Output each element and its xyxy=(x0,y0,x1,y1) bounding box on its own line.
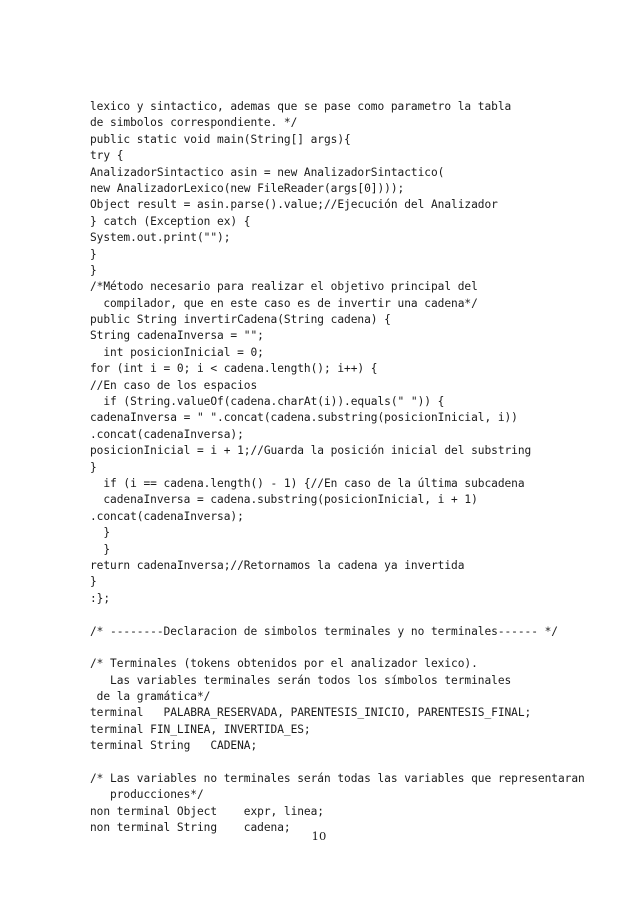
code-line: terminal PALABRA_RESERVADA, PARENTESIS_INICIO, PARENTESIS_FINAL; xyxy=(90,706,532,720)
code-line xyxy=(90,607,610,623)
code-line: de simbolos correspondiente. */ xyxy=(90,116,298,130)
code-line: if (i == cadena.length() - 1) {//En caso de la última subcadena xyxy=(90,476,525,490)
code-line: System.out.print(""); xyxy=(90,231,231,245)
code-line xyxy=(90,640,610,656)
code-line: } xyxy=(90,526,111,540)
code-line: .concat(cadenaInversa); xyxy=(90,427,244,441)
code-line: int posicionInicial = 0; xyxy=(90,345,264,359)
code-line: } xyxy=(90,247,97,261)
code-line: String cadenaInversa = ""; xyxy=(90,329,264,343)
code-line: terminal FIN_LINEA, INVERTIDA_ES; xyxy=(90,722,311,736)
code-line: /*Método necesario para realizar el objetivo principal del xyxy=(90,280,478,294)
code-line: non terminal String cadena; xyxy=(90,821,291,835)
code-listing xyxy=(90,99,610,837)
code-line: //En caso de los espacios xyxy=(90,378,258,392)
code-line: cadenaInversa = " ".concat(cadena.substring(posicionInicial, i)) xyxy=(90,411,518,425)
code-line: for (int i = 0; i < cadena.length(); i++) { xyxy=(90,362,378,376)
code-line: new AnalizadorLexico(new FileReader(args[0]))); xyxy=(90,181,405,195)
code-line: cadenaInversa = cadena.substring(posicionInicial, i + 1) xyxy=(90,493,478,507)
code-line: :}; xyxy=(90,591,111,605)
code-line: de la gramática*/ xyxy=(90,690,211,704)
code-line: } xyxy=(90,460,97,474)
code-line: compilador, que en este caso es de invertir una cadena*/ xyxy=(90,296,478,310)
code-line: public String invertirCadena(String cadena) { xyxy=(90,313,391,327)
code-line: } catch (Exception ex) { xyxy=(90,214,251,228)
code-line: terminal String CADENA; xyxy=(90,739,258,753)
code-line: AnalizadorSintactico asin = new AnalizadorSintactico( xyxy=(90,165,445,179)
code-line: Las variables terminales serán todos los símbolos terminales xyxy=(90,673,512,687)
code-line: Object result = asin.parse().value;//Ejecución del Analizador xyxy=(90,198,498,212)
code-line: if (String.valueOf(cadena.charAt(i)).equals(" ")) { xyxy=(90,395,445,409)
code-line: lexico y sintactico, ademas que se pase como parametro la tabla xyxy=(90,100,512,113)
code-line: /* Las variables no terminales serán todas las variables que representaran xyxy=(90,772,585,786)
page-number: 10 xyxy=(311,829,327,843)
code-line: } xyxy=(90,575,97,589)
code-line xyxy=(90,755,610,771)
code-line: } xyxy=(90,263,97,277)
code-line: try { xyxy=(90,149,124,163)
code-line: producciones*/ xyxy=(90,788,204,802)
code-line: posicionInicial = i + 1;//Guarda la posición inicial del substring xyxy=(90,444,532,458)
code-line: non terminal Object expr, linea; xyxy=(90,804,324,818)
code-line: } xyxy=(90,542,111,556)
code-line: /* --------Declaracion de simbolos terminales y no terminales------ */ xyxy=(90,624,558,638)
code-line: return cadenaInversa;//Retornamos la cadena ya invertida xyxy=(90,558,465,572)
code-line: public static void main(String[] args){ xyxy=(90,132,351,146)
code-line: /* Terminales (tokens obtenidos por el analizador lexico). xyxy=(90,657,478,671)
code-line: .concat(cadenaInversa); xyxy=(90,509,244,523)
